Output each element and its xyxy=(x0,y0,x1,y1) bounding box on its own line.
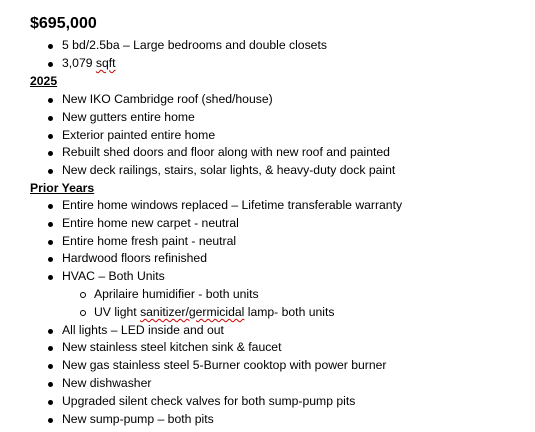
list-item xyxy=(0,375,402,393)
list-item xyxy=(0,127,395,145)
list-prior-years xyxy=(0,197,402,428)
list-item xyxy=(0,322,402,340)
sub-list-item xyxy=(0,286,402,304)
list-item-text: Hardwood floors refinished xyxy=(62,251,207,266)
list-item xyxy=(0,411,402,429)
list-item-text: New IKO Cambridge roof (shed/house) xyxy=(62,92,273,106)
list-item xyxy=(0,55,327,73)
list-item-text: Aprilaire humidifier - both units xyxy=(94,286,259,301)
sub-list-item xyxy=(0,304,402,322)
list-item xyxy=(0,215,402,233)
listing-price: $695,000 xyxy=(30,15,97,32)
list-2025 xyxy=(0,91,395,180)
list-item xyxy=(0,37,327,55)
list-item-text: New sump-pump – both pits xyxy=(62,411,214,426)
spellcheck-flagged-word: sanitizer/germicidal xyxy=(140,304,245,319)
list-item xyxy=(0,91,395,109)
spellcheck-flagged-word: sqft xyxy=(95,55,116,70)
list-item xyxy=(0,339,402,357)
list-item-text: lamp- both units xyxy=(244,304,335,319)
list-item xyxy=(0,197,402,215)
summary-list xyxy=(0,37,327,73)
list-item xyxy=(0,109,395,127)
list-item-text: Upgraded silent check valves for both sump-pump pits xyxy=(62,393,356,408)
list-item-text: New stainless steel kitchen sink & faucet xyxy=(62,340,282,355)
list-item xyxy=(0,144,395,162)
list-item xyxy=(0,268,402,286)
list-item-text: HVAC – Both Units xyxy=(62,269,165,284)
list-item-text: Exterior painted entire home xyxy=(62,127,216,142)
section-heading-prior-years: Prior Years xyxy=(30,181,95,195)
list-item-text: Rebuilt shed doors and floor along with new roof and painted xyxy=(62,145,390,160)
list-item-text: Entire home new carpet - neutral xyxy=(62,215,239,230)
summary-beds-baths: 5 bd/2.5ba – Large bedrooms and double closets xyxy=(62,38,327,52)
list-item-text: All lights – LED inside and out xyxy=(62,322,224,337)
list-item-text: Entire home fresh paint - neutral xyxy=(62,233,237,248)
list-item-text: New deck railings, stairs, solar lights, & heavy-duty dock paint xyxy=(62,163,396,178)
list-item-text: New gas stainless steel 5-Burner cooktop with power burner xyxy=(62,358,387,373)
summary-sqft-value: 3,079 xyxy=(62,55,96,70)
list-item xyxy=(0,357,402,375)
list-item xyxy=(0,250,402,268)
list-item xyxy=(0,162,395,180)
list-item-text: Entire home windows replaced – Lifetime transferable warranty xyxy=(62,198,403,212)
list-item-text: New dishwasher xyxy=(62,375,152,390)
list-item xyxy=(0,233,402,251)
list-item-text: UV light xyxy=(94,304,141,319)
section-heading-2025: 2025 xyxy=(30,74,58,88)
list-item xyxy=(0,393,402,411)
list-item-text: New gutters entire home xyxy=(62,109,195,124)
